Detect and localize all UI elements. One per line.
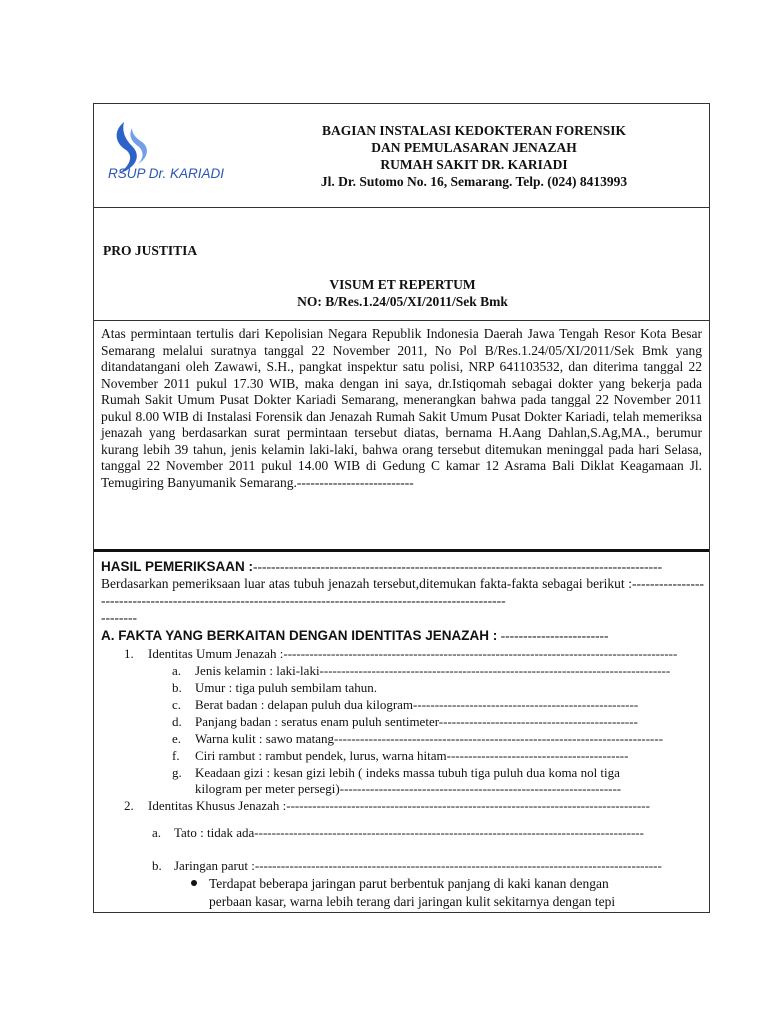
list-letter: d. bbox=[172, 714, 182, 729]
section-a-label: A. FAKTA YANG BERKAITAN DENGAN IDENTITAS JENAZAH : bbox=[101, 628, 498, 643]
logo-text: RSUP Dr. KARIADI bbox=[108, 166, 225, 181]
document-frame bbox=[93, 103, 710, 913]
list-item: Panjang badan : seratus enam puluh sentimeter---------------------------------------------- bbox=[195, 714, 638, 729]
list-item: Ciri rambut : rambut pendek, lurus, warna hitam------------------------------------------ bbox=[195, 748, 629, 763]
list-letter: f. bbox=[172, 748, 180, 763]
intro-paragraph: Atas permintaan tertulis dari Kepolisian Negara Republik Indonesia Daerah Jawa Tengah Resor Kota Besar Semarang melalui suratnya tanggal 22 November 2011, No Pol B/Res.1.24/05/XI/2011/Sek Bmk yang ditandatangani oleh Zawawi, S.H., pangkat inspektur satu polisi, NRP 641103532, dan diterima tanggal 22 November 2011 pukul 17.30 WIB, maka dengan ini saya, dr.Istiqomah sebagai dokter yang bekerja pada Rumah Sakit Umum Pusat Dokter Kariadi Semarang, menerangkan bahwa pada tanggal 22 November 2011 pukul 8.00 WIB di Instalasi Forensik dan Jenazah Rumah Sakit Umum Pusat Dokter Kariadi, telah memeriksa jenazah yang berdasarkan surat permintaan tersebut diatas, bernama H.Aang Dahlan,S.Ag,MA., berumur kurang lebih 39 tahun, jenis kelamin laki-laki, bahwa orang tersebut ditemukan meninggal pada hari Selasa, tanggal 22 November 2011 pukul 14.00 WIB di Gedung C kamar 12 Asrama Bali Diklat Keagamaan Jl. Temugiring Banyumanik Semarang.-------------------------- bbox=[101, 326, 702, 490]
list-letter: b. bbox=[172, 680, 182, 695]
bullet-icon bbox=[191, 880, 197, 886]
divider bbox=[94, 207, 709, 208]
header-line-3: RUMAH SAKIT DR. KARIADI bbox=[380, 157, 568, 172]
header-address: Jl. Dr. Sutomo No. 16, Semarang. Telp. (024) 8413993 bbox=[320, 174, 628, 189]
list-letter: b. bbox=[152, 858, 162, 873]
divider bbox=[94, 320, 709, 321]
list-letter: c. bbox=[172, 697, 182, 712]
pro-justitia: PRO JUSTITIA bbox=[103, 243, 198, 258]
list-item-tato: Tato : tidak ada------------------------------------------------------------------------------------------ bbox=[174, 825, 644, 840]
list-letter: g. bbox=[172, 765, 182, 780]
list-item-continuation: kilogram per meter persegi)----------------------------------------------------------------- bbox=[195, 781, 622, 796]
list-item: Berat badan : delapan puluh dua kilogram---------------------------------------------------- bbox=[195, 697, 639, 712]
document-title: VISUM ET REPERTUM bbox=[329, 277, 476, 292]
results-paragraph-tail: -------- bbox=[101, 610, 137, 625]
results-heading-label: HASIL PEMERIKSAAN : bbox=[101, 559, 254, 574]
results-heading bbox=[101, 559, 704, 576]
thick-divider bbox=[94, 549, 709, 552]
identitas-khusus: Identitas Khusus Jenazah :------------------------------------------------------------------------------------ bbox=[148, 798, 650, 813]
list-item: Jenis kelamin : laki-laki--------------------------------------------------------------------------------- bbox=[195, 663, 671, 678]
results-heading-dashes: ------------------------------------------------------------------------------------------- bbox=[253, 559, 663, 574]
section-a-dashes: ------------------------ bbox=[500, 628, 609, 643]
results-paragraph: Berdasarkan pemeriksaan luar atas tubuh jenazah tersebut,ditemukan fakta-fakta sebagai berikut :---------------------------------------------------------------------------------------------------------- bbox=[101, 576, 704, 608]
header-line-2: DAN PEMULASARAN JENAZAH bbox=[371, 140, 577, 155]
list-item: Keadaan gizi : kesan gizi lebih ( indeks massa tubuh tiga puluh dua koma nol tiga bbox=[195, 765, 620, 780]
section-a-heading bbox=[101, 628, 704, 645]
list-number: 1. bbox=[124, 646, 134, 661]
document-number: NO: B/Res.1.24/05/XI/2011/Sek Bmk bbox=[297, 294, 508, 309]
bullet-text-line-2: perbaan kasar, warna lebih terang dari jaringan kulit sekitarnya dengan tepi bbox=[209, 894, 616, 909]
list-item: Warna kulit : sawo matang---------------------------------------------------------------------------- bbox=[195, 731, 664, 746]
header-line-1: BAGIAN INSTALASI KEDOKTERAN FORENSIK bbox=[322, 123, 626, 138]
list-item-jaringan-parut: Jaringan parut :---------------------------------------------------------------------------------------------- bbox=[174, 858, 662, 873]
list-letter: a. bbox=[172, 663, 182, 678]
list-number: 2. bbox=[124, 798, 134, 813]
identitas-umum: Identitas Umum Jenazah :------------------------------------------------------------------------------------------- bbox=[148, 646, 678, 661]
list-letter: e. bbox=[172, 731, 182, 746]
list-item: Umur : tiga puluh sembilam tahun. bbox=[195, 680, 377, 695]
list-letter: a. bbox=[152, 825, 162, 840]
bullet-text-line-1: Terdapat beberapa jaringan parut berbentuk panjang di kaki kanan dengan bbox=[209, 876, 609, 891]
